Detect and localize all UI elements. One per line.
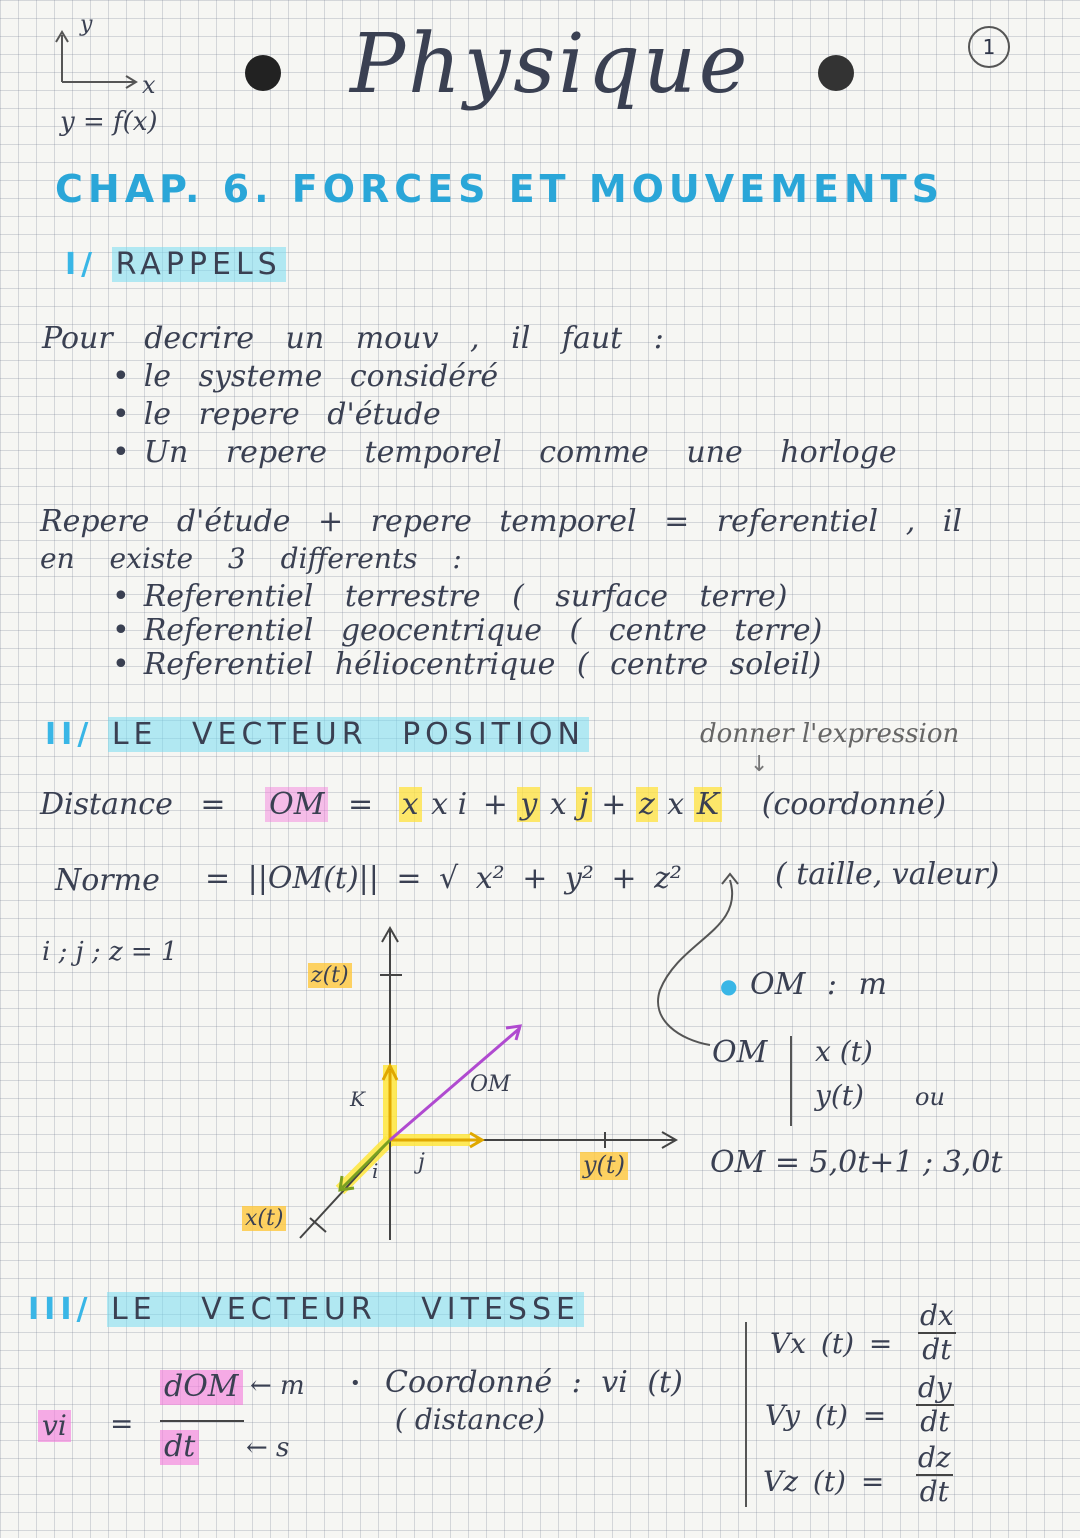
punch-hole-icon	[245, 55, 281, 91]
side-ou: ou	[915, 1083, 945, 1111]
vy-label: Vy (t) =	[765, 1399, 887, 1432]
velocity-numerator: dOM	[160, 1370, 243, 1405]
bullet-item: • Un repere temporel comme une horloge	[112, 436, 897, 471]
section1-heading	[65, 248, 286, 283]
section1-number: I/	[65, 247, 98, 282]
section2-note: donner l'expression	[700, 719, 960, 749]
eq-z: z	[636, 787, 658, 822]
vy-num: dy	[916, 1372, 954, 1406]
coord-bullet-icon: •	[350, 1373, 361, 1394]
eq-k: K	[694, 787, 722, 822]
page-number: 1	[982, 35, 996, 59]
vx-fraction	[918, 1300, 956, 1366]
norme-note: ( taille, valeur)	[775, 857, 1000, 892]
coord-note: (coordonné)	[761, 787, 947, 822]
punch-hole-icon	[818, 55, 854, 91]
graph-z-label: z(t)	[308, 963, 352, 988]
velocity-coord-sub: ( distance)	[395, 1403, 546, 1436]
velocity-label: vi	[38, 1410, 71, 1442]
section2-number: II/	[45, 717, 94, 752]
distance-label: Distance	[40, 787, 173, 822]
graph-j-label: j	[418, 1150, 425, 1175]
vz-label: Vz (t) =	[763, 1465, 885, 1498]
circled-number-icon	[968, 26, 1010, 68]
vz-den: dt	[919, 1475, 949, 1509]
om-vector: OM	[265, 787, 328, 822]
norme-equation: = ||OM(t)|| = √ x² + y² + z²	[205, 861, 682, 896]
norme-label: Norme	[55, 863, 160, 898]
referentiel-item: • Referentiel terrestre ( surface terre)	[112, 580, 788, 615]
page-title: Physique	[350, 17, 751, 112]
corner-formula: y = f(x)	[60, 107, 158, 137]
vx-label: Vx (t) =	[770, 1327, 893, 1360]
eq-j: j	[576, 787, 591, 822]
fraction-bar	[160, 1420, 244, 1422]
referentiel-sentence-line2: en existe 3 differents :	[40, 542, 462, 575]
chapter-title: CHAP. 6. FORCES ET MOUVEMENTS	[55, 167, 945, 211]
referentiel-sentence-line1: Repere d'étude + repere temporel = referentiel , il	[40, 504, 962, 539]
velocity-den-unit: ← s	[246, 1433, 290, 1463]
bullet-item: • le systeme considéré	[112, 360, 498, 395]
corner-axis-x: x	[142, 71, 156, 99]
referentiel-item: • Referentiel héliocentrique ( centre soleil)	[112, 648, 821, 683]
section3-number: III/	[28, 1292, 93, 1327]
graph-om-label: OM	[470, 1072, 511, 1097]
vz-num: dz	[916, 1442, 953, 1476]
bullet-item: • le repere d'étude	[112, 398, 441, 433]
graph-k-label: K	[350, 1087, 365, 1111]
curve-arrow-icon	[650, 870, 750, 1050]
section3-title: LE VECTEUR VITESSE	[107, 1292, 584, 1327]
eq-x: x	[399, 787, 422, 822]
section3-heading	[28, 1293, 584, 1328]
graph-i-label: i	[372, 1159, 379, 1183]
side-example: OM = 5,0t+1 ; 3,0t	[710, 1145, 1003, 1180]
side-om: OM	[712, 1035, 768, 1070]
arrow-icon: ↓	[750, 752, 769, 777]
graph-y-label: y(t)	[580, 1152, 628, 1180]
side-unit: OM : m	[750, 967, 887, 1002]
side-xt: x (t)	[815, 1035, 873, 1068]
section2-heading	[45, 718, 589, 753]
vy-den: dt	[920, 1405, 950, 1439]
referentiel-item: • Referentiel geocentrique ( centre terre)	[112, 614, 822, 649]
vx-den: dt	[922, 1333, 952, 1367]
velocity-num-unit: ← m	[250, 1371, 305, 1401]
graph-x-label: x(t)	[242, 1206, 286, 1231]
distance-equation: Distance = OM = x x i + y x j + z x K (coordonné)	[40, 787, 947, 822]
velocity-denominator: dt	[160, 1430, 199, 1465]
side-brace	[790, 1036, 792, 1126]
section1-intro: Pour decrire un mouv , il faut :	[42, 321, 664, 356]
side-yt: y(t)	[815, 1079, 864, 1112]
velocity-coord-label: Coordonné : vi (t)	[385, 1365, 683, 1400]
vx-num: dx	[918, 1300, 956, 1334]
corner-axis-y: y	[80, 12, 93, 37]
position-vector-diagram	[230, 920, 700, 1250]
distance-eq-sign: =	[200, 787, 226, 822]
section1-title: RAPPELS	[112, 247, 286, 282]
component-divider	[745, 1322, 747, 1507]
corner-axis-icon	[50, 20, 190, 100]
vy-fraction	[916, 1372, 954, 1438]
section2-title: LE VECTEUR POSITION	[108, 717, 589, 752]
eq-i: x i	[431, 787, 468, 822]
vz-fraction	[916, 1442, 953, 1508]
unit-vectors: i ; j ; z = 1	[42, 937, 178, 967]
eq-y: y	[517, 787, 540, 822]
velocity-eq-sign: =	[110, 1407, 134, 1440]
side-bullet-icon: ●	[720, 974, 738, 998]
